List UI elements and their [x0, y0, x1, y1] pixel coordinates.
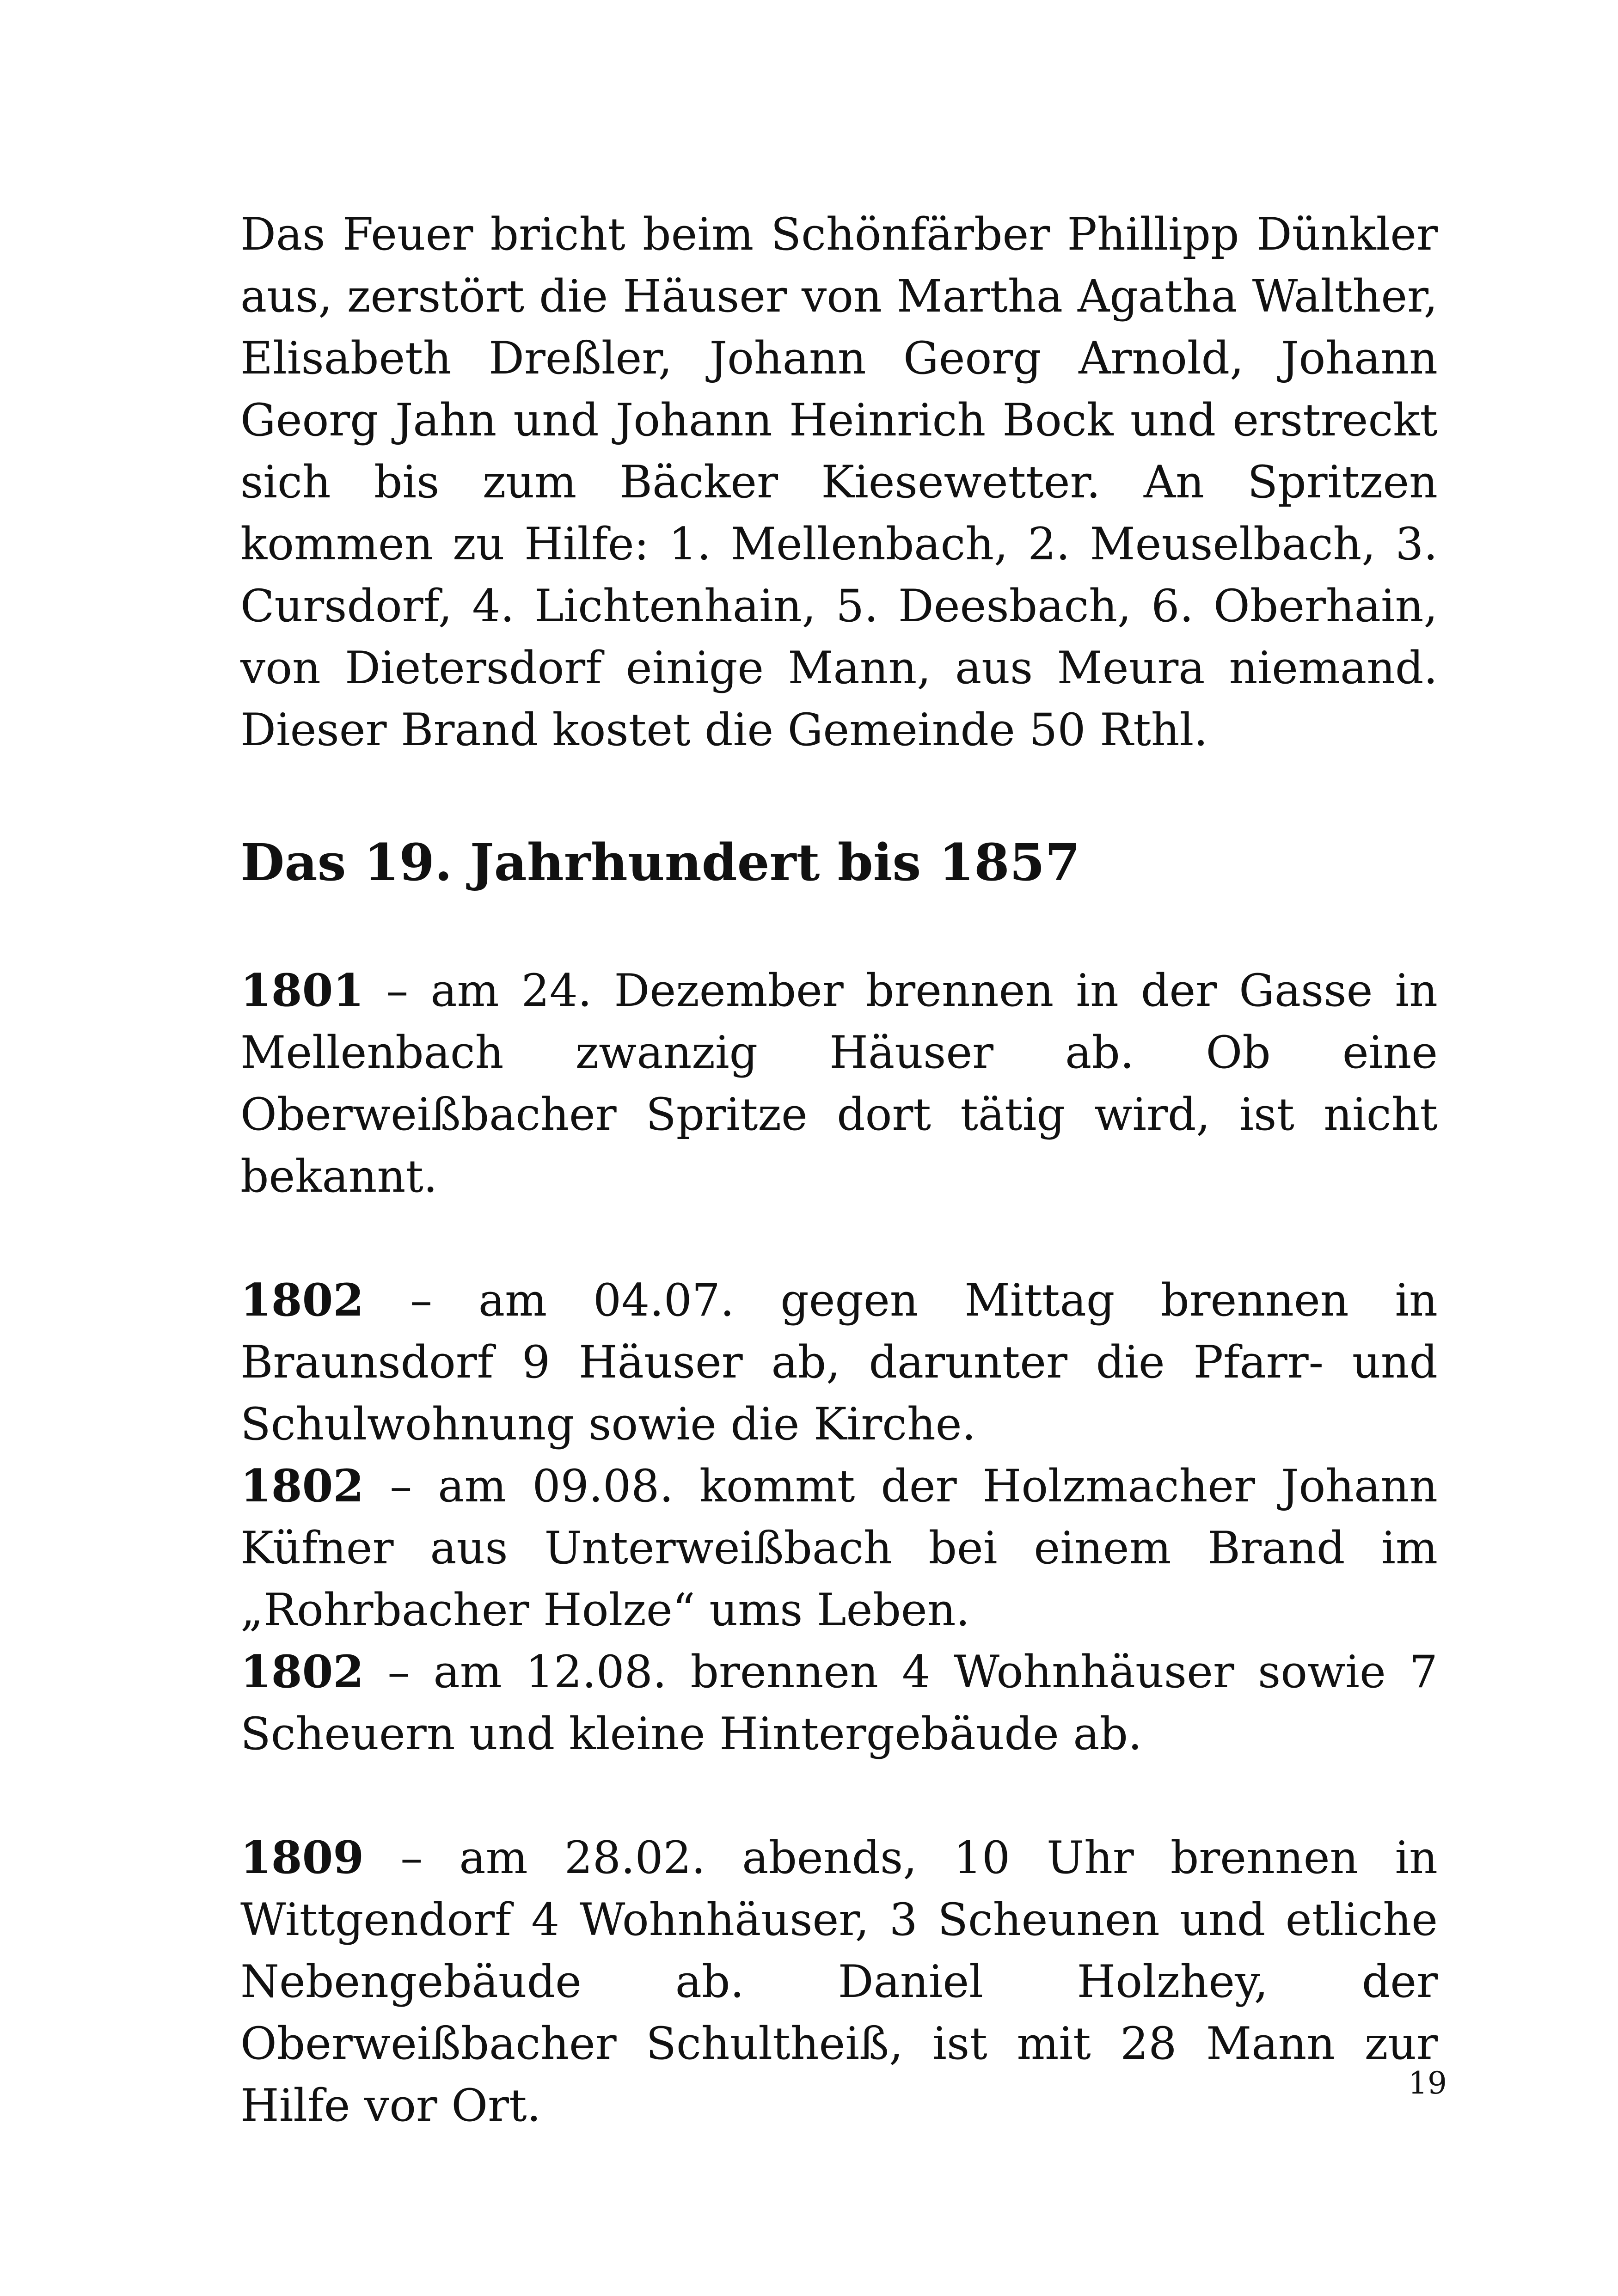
entry-text: – am 12.08. brennen 4 Wohnhäuser sowie 7 Scheuern und kleine Hintergebäude ab.	[240, 1646, 1438, 1760]
entry-1802-c	[240, 1641, 1438, 1765]
entry-year: 1801	[240, 964, 364, 1016]
entry-text: – am 24. Dezember brennen in der Gasse in Mellenbach zwanzig Häuser ab. Ob eine Oberweißbacher Spritze dort tätig wird, ist nicht bekannt.	[240, 965, 1438, 1202]
entry-1801	[240, 960, 1438, 1207]
entry-text: – am 09.08. kommt der Holzmacher Johann Küfner aus Unterweißbach bei einem Brand im „Rohrbacher Holze“ ums Leben.	[240, 1460, 1438, 1636]
page-number: 19	[1408, 2065, 1447, 2101]
entry-year: 1809	[240, 1831, 364, 1884]
intro-paragraph: Das Feuer bricht beim Schönfärber Phillipp Dünkler aus, zerstört die Häuser von Martha Agatha Walther, Elisabeth Dreßler, Johann Georg Arnold, Johann Georg Jahn und Johann Heinrich Bock und erstreckt sich bis zum Bäcker Kiesewetter. An Spritzen kommen zu Hilfe: 1. Mellenbach, 2. Meuselbach, 3. Cursdorf, 4. Lichtenhain, 5. Deesbach, 6. Oberhain, von Dietersdorf einige Mann, aus Meura niemand. Dieser Brand kostet die Gemeinde 50 Rthl.	[240, 208, 1438, 756]
entry-year: 1802	[240, 1646, 364, 1698]
entry-text: – am 04.07. gegen Mittag brennen in Braunsdorf 9 Häuser ab, darunter die Pfarr- und Schulwohnung sowie die Kirche.	[240, 1274, 1438, 1450]
entry-1802-b	[240, 1455, 1438, 1641]
entry-year: 1802	[240, 1274, 364, 1326]
entry-1809	[240, 1827, 1438, 2137]
text-column	[240, 203, 1438, 2137]
entry-year: 1802	[240, 1460, 364, 1512]
section-heading: Das 19. Jahrhundert bis 1857	[240, 833, 1080, 892]
entry-text: – am 28.02. abends, 10 Uhr brennen in Wittgendorf 4 Wohnhäuser, 3 Scheunen und etliche Nebengebäude ab. Daniel Holzhey, der Oberweißbacher Schultheiß, ist mit 28 Mann zur Hilfe vor Ort.	[240, 1832, 1438, 2131]
entry-1802-a	[240, 1269, 1438, 1455]
